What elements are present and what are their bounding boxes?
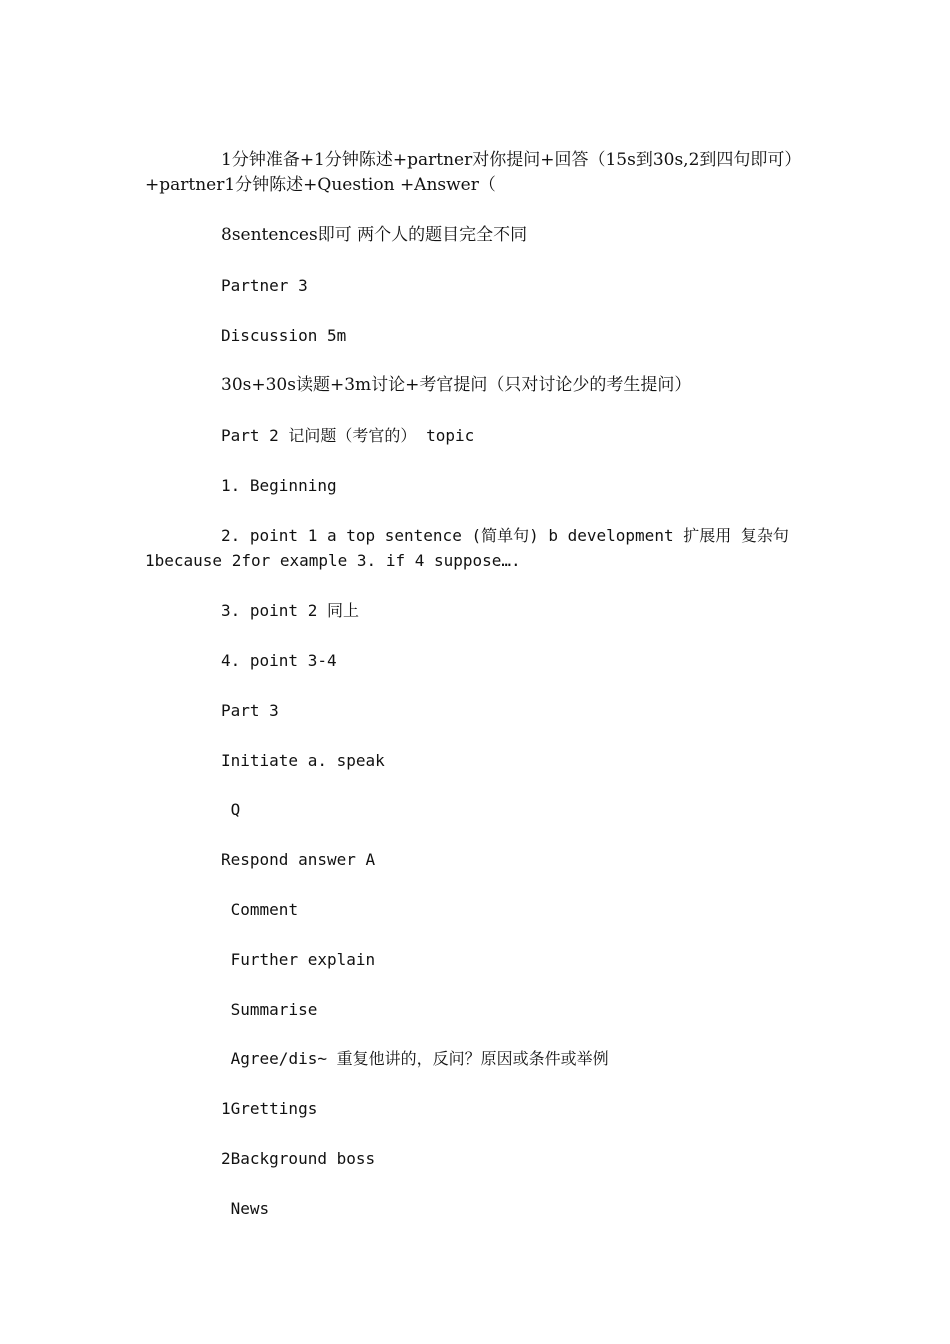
paragraph-beginning: 1. Beginning	[221, 476, 337, 495]
paragraph-comment: Comment	[221, 900, 299, 919]
paragraph-greetings: 1Grettings	[221, 1099, 318, 1118]
paragraph-respond: Respond answer A	[221, 850, 376, 869]
paragraph-summarise: Summarise	[221, 1000, 318, 1019]
paragraph-discussion-format: 30s+30s读题+3m讨论+考官提问（只对讨论少的考生提问）	[221, 375, 692, 395]
paragraph-partner-3: Partner 3	[221, 276, 308, 295]
paragraph-further-explain: Further explain	[221, 950, 376, 969]
paragraph-sentences-note: 8sentences即可 两个人的题目完全不同	[221, 225, 528, 245]
paragraph-background: 2Background boss	[221, 1149, 376, 1168]
paragraph-q: Q	[221, 800, 241, 819]
paragraph-discussion: Discussion 5m	[221, 326, 347, 345]
paragraph-point-1: 2. point 1 a top sentence (简单句) b development 扩展用 复杂句 1because 2for example 3. if 4 suppose….	[145, 526, 799, 570]
paragraph-part-3: Part 3	[221, 701, 279, 720]
paragraph-point-2: 3. point 2 同上	[221, 601, 359, 620]
paragraph-initiate: Initiate a. speak	[221, 751, 385, 770]
paragraph-point-3-4: 4. point 3-4	[221, 651, 337, 670]
paragraph-news: News	[221, 1199, 270, 1218]
paragraph-part-2: Part 2 记问题（考官的） topic	[221, 426, 475, 445]
paragraph-agree: Agree/dis~ 重复他讲的，反问？原因或条件或举例	[221, 1049, 609, 1068]
paragraph-exam-format: 1分钟准备+1分钟陈述+partner对你提问+回答（15s到30s,2到四句即可）+partner1分钟陈述+Question +Answer（	[145, 150, 802, 195]
